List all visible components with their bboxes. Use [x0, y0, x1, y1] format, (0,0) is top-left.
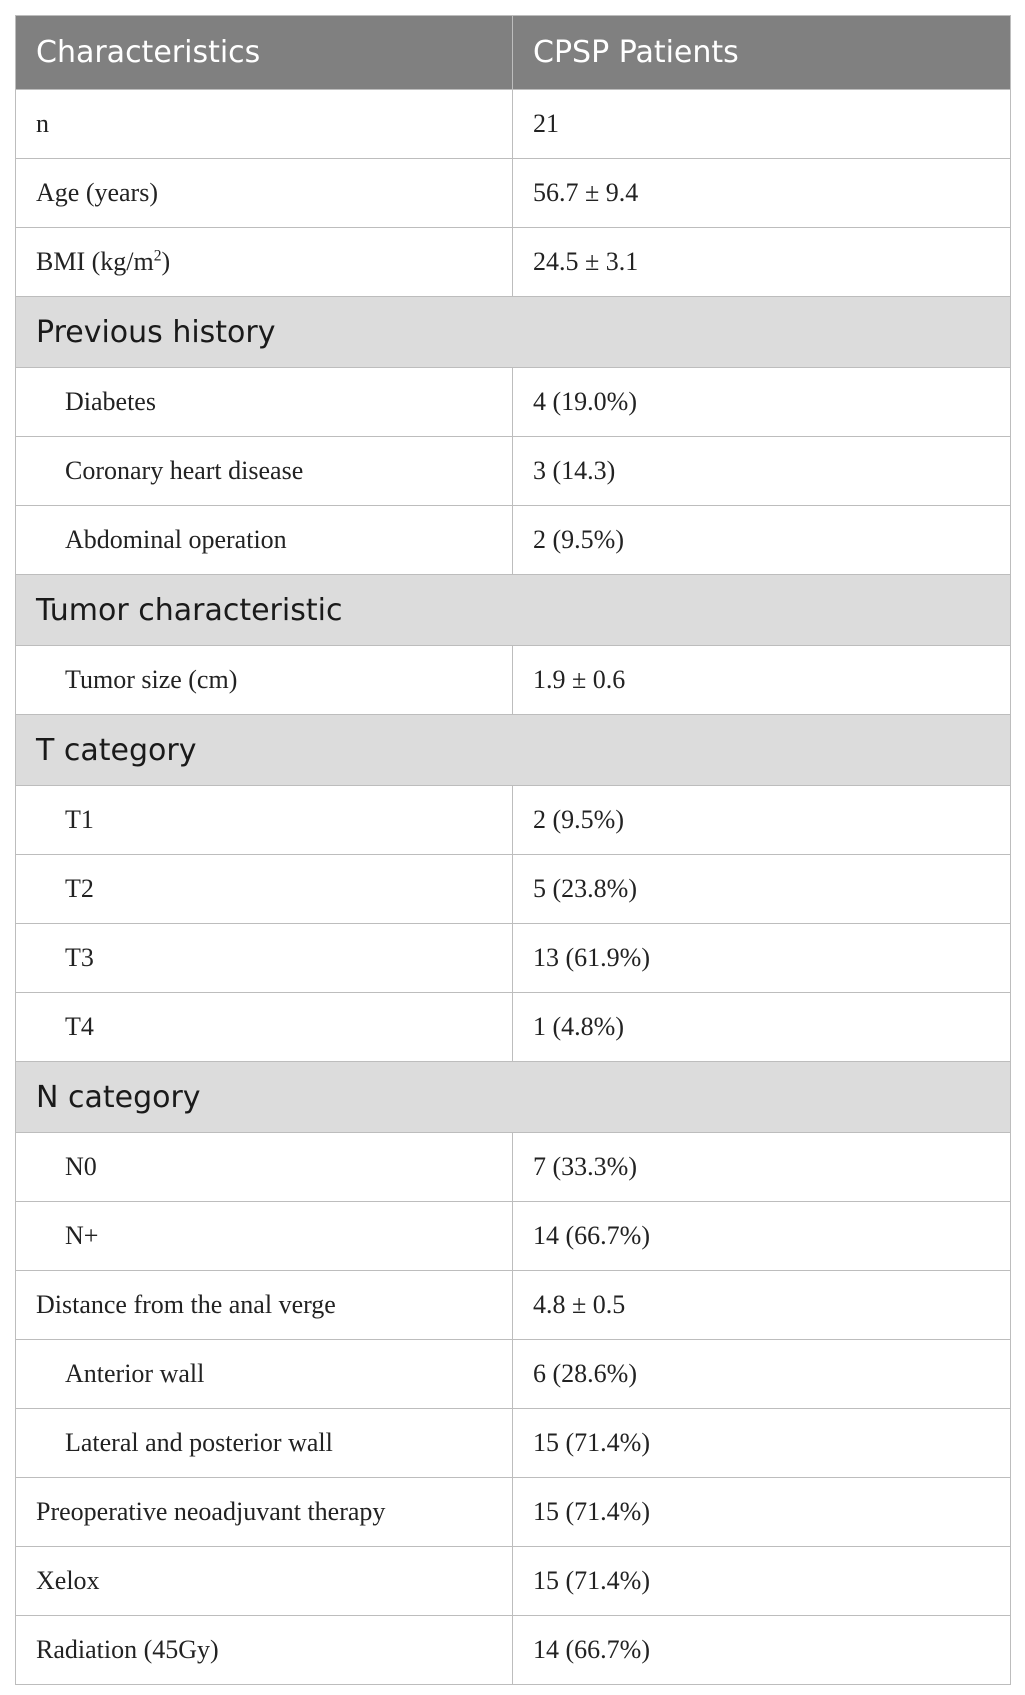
row-value: 13 (61.9%) — [513, 924, 1011, 993]
row-value: 1 (4.8%) — [513, 993, 1011, 1062]
row-value: 4.8 ± 0.5 — [513, 1271, 1011, 1340]
row-label-text: Anterior wall — [65, 1359, 205, 1388]
row-label — [16, 1409, 513, 1478]
row-label-text: Lateral and posterior wall — [65, 1428, 333, 1457]
table-row — [16, 855, 1011, 924]
table-row — [16, 1409, 1011, 1478]
table-row — [16, 786, 1011, 855]
row-label-text: Age (years) — [36, 178, 158, 207]
row-value: 2 (9.5%) — [513, 786, 1011, 855]
section-header-label: N category — [16, 1062, 1011, 1133]
row-label-text: T4 — [65, 1012, 94, 1041]
row-label — [16, 1202, 513, 1271]
row-label — [16, 228, 513, 297]
row-label — [16, 1133, 513, 1202]
row-label-text: Xelox — [36, 1566, 100, 1595]
row-value: 14 (66.7%) — [513, 1616, 1011, 1685]
row-label — [16, 1616, 513, 1685]
row-value: 15 (71.4%) — [513, 1547, 1011, 1616]
table-row — [16, 924, 1011, 993]
row-label-text: N0 — [65, 1152, 97, 1181]
table-row — [16, 1340, 1011, 1409]
row-label-text: Diabetes — [65, 387, 156, 416]
table-row — [16, 1271, 1011, 1340]
table-row — [16, 437, 1011, 506]
section-header-label: T category — [16, 715, 1011, 786]
table-row — [16, 90, 1011, 159]
row-label — [16, 1547, 513, 1616]
row-label — [16, 855, 513, 924]
row-label-text: T1 — [65, 805, 94, 834]
section-header-row — [16, 297, 1011, 368]
table-row — [16, 368, 1011, 437]
row-label-text: Coronary heart disease — [65, 456, 304, 485]
section-header-label: Previous history — [16, 297, 1011, 368]
row-value: 21 — [513, 90, 1011, 159]
table-row — [16, 506, 1011, 575]
row-label-text: Tumor size (cm) — [65, 665, 238, 694]
row-label — [16, 506, 513, 575]
header-characteristics: Characteristics — [16, 16, 513, 90]
row-label-text: Preoperative neoadjuvant therapy — [36, 1497, 386, 1526]
row-value: 6 (28.6%) — [513, 1340, 1011, 1409]
section-header-row — [16, 715, 1011, 786]
table-row — [16, 159, 1011, 228]
row-label-text: BMI (kg/m — [36, 247, 154, 276]
section-header-row — [16, 1062, 1011, 1133]
row-label-text: Abdominal operation — [65, 525, 287, 554]
table-row — [16, 228, 1011, 297]
table-row — [16, 1202, 1011, 1271]
row-label-text: Radiation (45Gy) — [36, 1635, 219, 1664]
row-value: 2 (9.5%) — [513, 506, 1011, 575]
table-row — [16, 1478, 1011, 1547]
row-label-text: N+ — [65, 1221, 99, 1250]
row-value: 15 (71.4%) — [513, 1478, 1011, 1547]
row-value: 56.7 ± 9.4 — [513, 159, 1011, 228]
row-label — [16, 1340, 513, 1409]
table-row — [16, 646, 1011, 715]
table-row — [16, 993, 1011, 1062]
row-label-text: Distance from the anal verge — [36, 1290, 336, 1319]
table-body — [16, 90, 1011, 1685]
row-value: 15 (71.4%) — [513, 1409, 1011, 1478]
row-value: 3 (14.3) — [513, 437, 1011, 506]
row-value: 5 (23.8%) — [513, 855, 1011, 924]
row-label — [16, 437, 513, 506]
row-value: 24.5 ± 3.1 — [513, 228, 1011, 297]
characteristics-table — [15, 15, 1011, 1685]
row-label — [16, 924, 513, 993]
row-label-text: T3 — [65, 943, 94, 972]
section-header-row — [16, 575, 1011, 646]
row-label — [16, 1271, 513, 1340]
row-label-text: T2 — [65, 874, 94, 903]
row-label-suffix: ) — [161, 247, 171, 276]
table-row — [16, 1616, 1011, 1685]
row-label-superscript: 2 — [153, 247, 162, 265]
row-label — [16, 646, 513, 715]
row-value: 1.9 ± 0.6 — [513, 646, 1011, 715]
row-label-text: n — [36, 109, 49, 138]
header-row — [16, 16, 1011, 90]
header-cpsp-patients: CPSP Patients — [513, 16, 1011, 90]
section-header-label: Tumor characteristic — [16, 575, 1011, 646]
row-label — [16, 786, 513, 855]
row-value: 4 (19.0%) — [513, 368, 1011, 437]
table-row — [16, 1547, 1011, 1616]
row-label — [16, 159, 513, 228]
row-label — [16, 368, 513, 437]
row-value: 14 (66.7%) — [513, 1202, 1011, 1271]
row-value: 7 (33.3%) — [513, 1133, 1011, 1202]
row-label — [16, 1478, 513, 1547]
row-label — [16, 993, 513, 1062]
row-label — [16, 90, 513, 159]
table-row — [16, 1133, 1011, 1202]
